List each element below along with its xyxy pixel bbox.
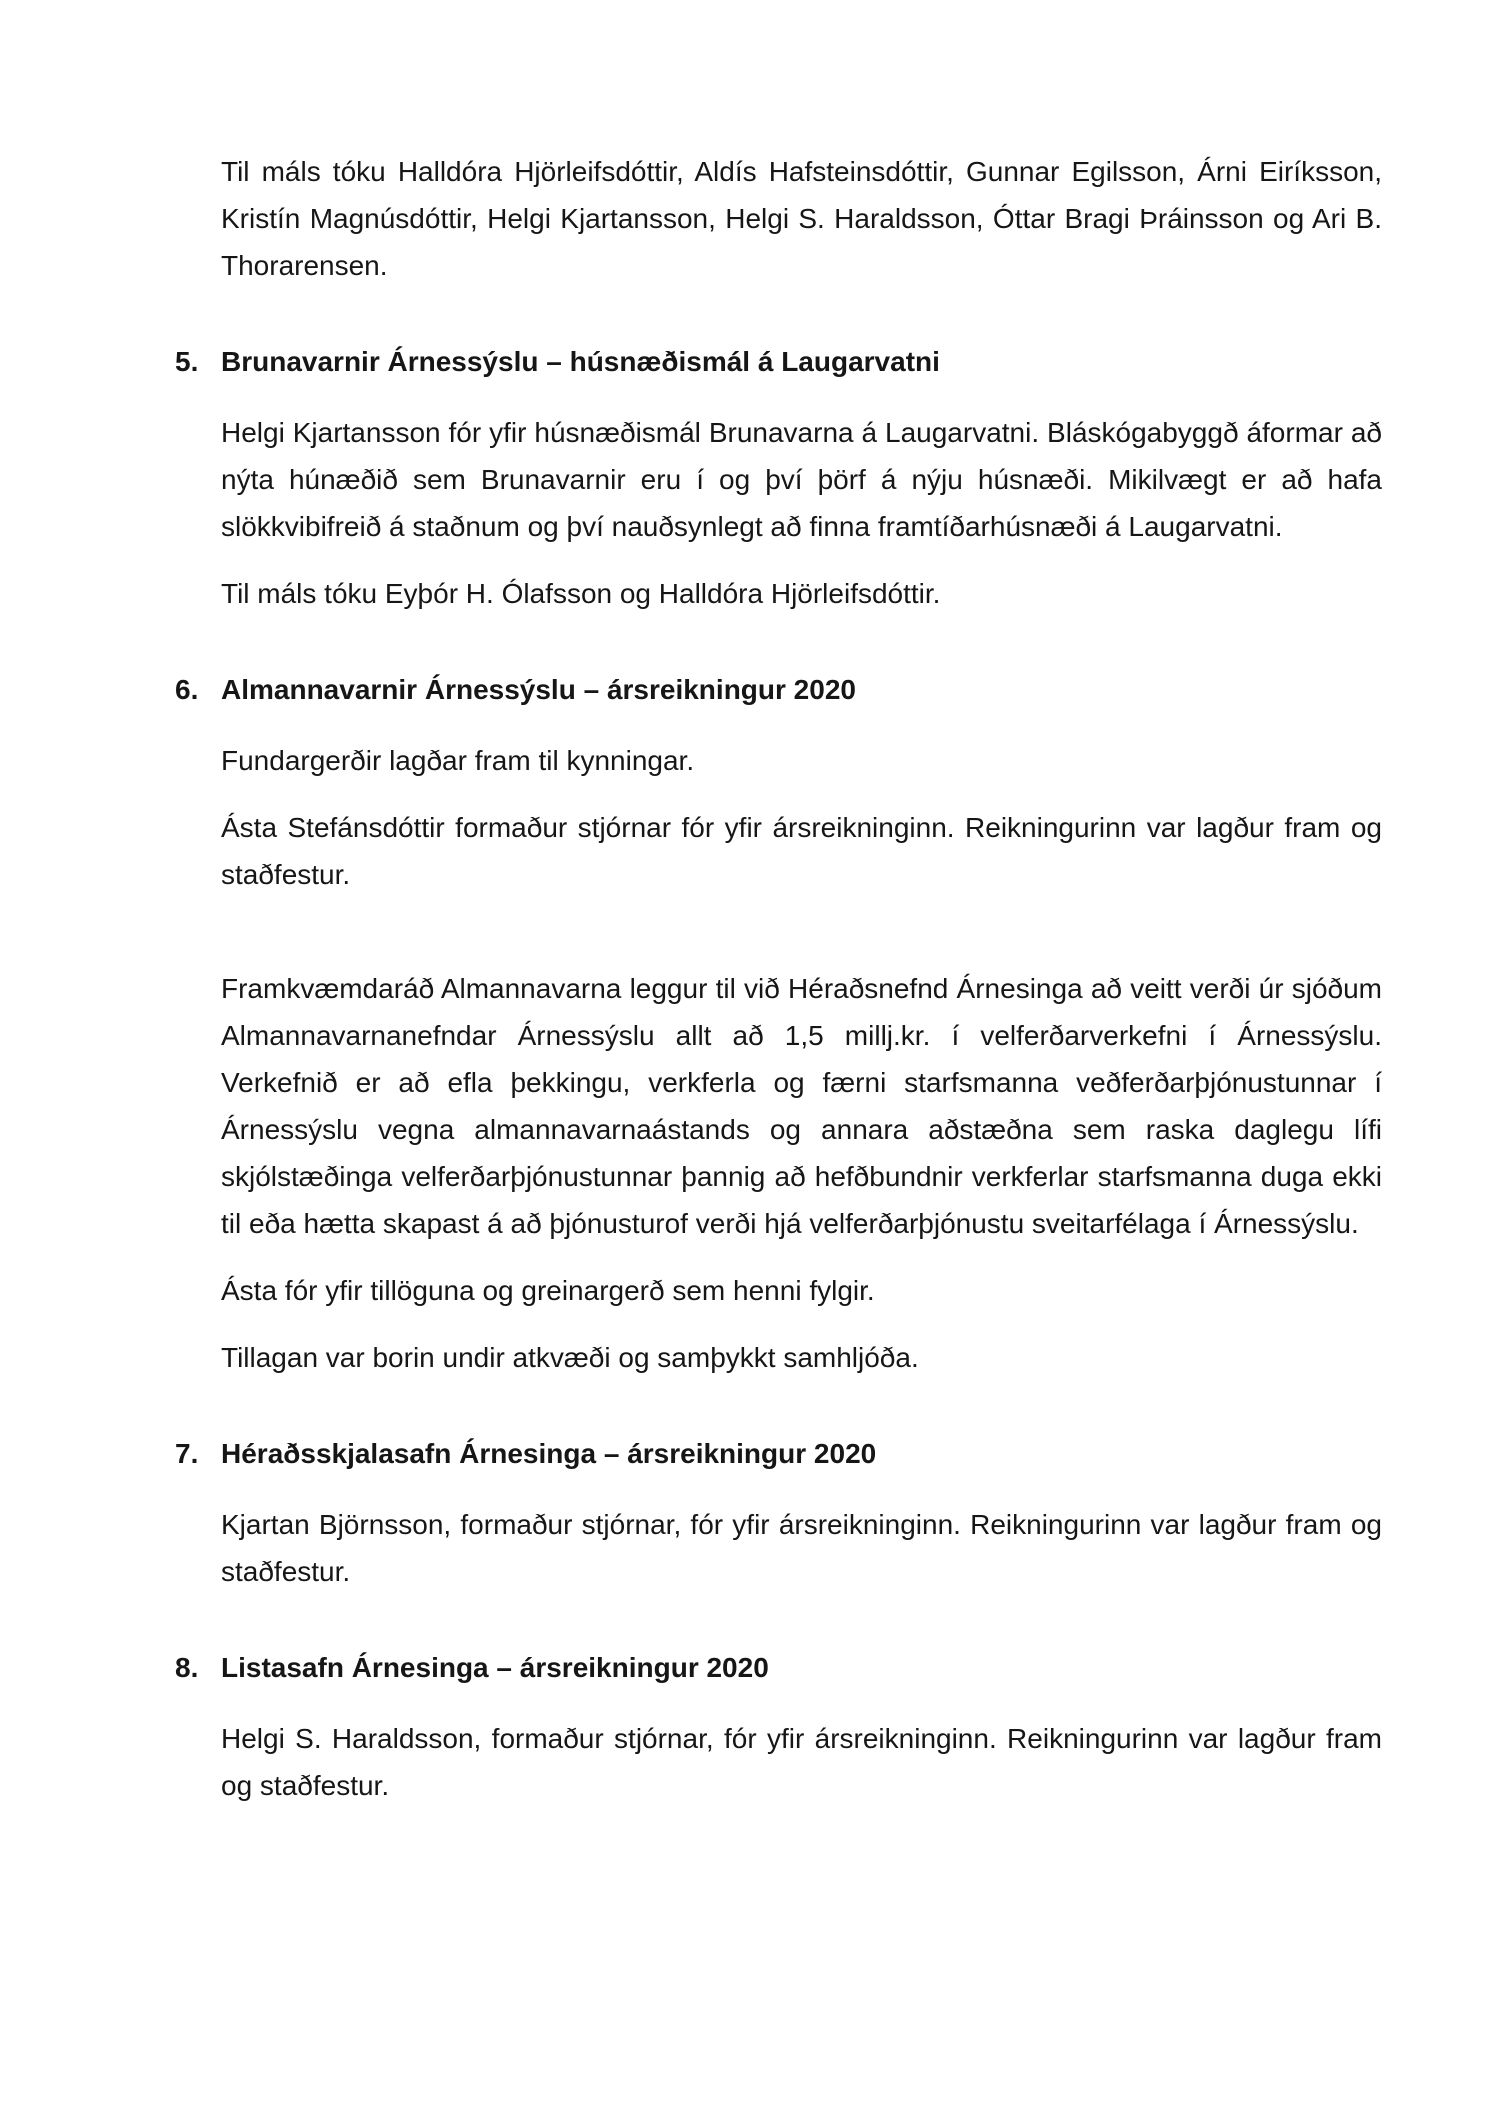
section-number: 7.	[175, 1438, 199, 1469]
section-paragraph: Ásta fór yfir tillöguna og greinargerð sem henni fylgir.	[221, 1275, 875, 1306]
blank-line	[221, 918, 1382, 965]
section-heading	[175, 1647, 1382, 1689]
section-paragraph: Helgi Kjartansson fór yfir húsnæðismál Brunavarna á Laugarvatni. Bláskógabyggð áformar að nýta húnæðið sem Brunavarnir eru í og því þörf á nýju húsnæði. Mikilvægt er að hafa slökkvibifreið á staðnum og því nauðsynlegt að finna framtíðarhúsnæði á Laugarvatni.	[221, 417, 1382, 542]
section-number: 8.	[175, 1652, 199, 1683]
section-heading	[175, 341, 1382, 383]
section-paragraph: Kjartan Björnsson, formaður stjórnar, fór yfir ársreikninginn. Reikningurinn var lagður fram og staðfestur.	[221, 1509, 1382, 1587]
section-paragraph: Til máls tóku Eyþór H. Ólafsson og Halldóra Hjörleifsdóttir.	[221, 578, 941, 609]
intro-paragraph: Til máls tóku Halldóra Hjörleifsdóttir, Aldís Hafsteinsdóttir, Gunnar Egilsson, Árni Eiríksson, Kristín Magnúsdóttir, Helgi Kjartansson, Helgi S. Haraldsson, Óttar Bragi Þráinsson og Ari B. Thorarensen.	[221, 156, 1382, 281]
section-title: Brunavarnir Árnessýslu – húsnæðismál á Laugarvatni	[221, 346, 940, 377]
sections-container	[175, 341, 1382, 1809]
section-heading	[175, 669, 1382, 711]
section-heading	[175, 1433, 1382, 1475]
section-number: 6.	[175, 674, 199, 705]
section-title: Almannavarnir Árnessýslu – ársreikningur 2020	[221, 674, 856, 705]
section-title: Héraðsskjalasafn Árnesinga – ársreikningur 2020	[221, 1438, 877, 1469]
section	[175, 669, 1382, 1381]
section	[175, 341, 1382, 617]
section	[175, 1433, 1382, 1595]
section	[175, 1647, 1382, 1809]
section-title: Listasafn Árnesinga – ársreikningur 2020	[221, 1652, 769, 1683]
section-paragraph: Fundargerðir lagðar fram til kynningar.	[221, 745, 695, 776]
section-paragraph: Framkvæmdaráð Almannavarna leggur til við Héraðsnefnd Árnesinga að veitt verði úr sjóðum Almannavarnanefndar Árnessýslu allt að 1,5 millj.kr. í velferðarverkefni í Árnessýslu. Verkefnið er að efla þekkingu, verkferla og færni starfsmanna veðferðarþjónustunnar í Árnessýslu vegna almannavarnaástands og annara aðstæðna sem raska daglegu lífi skjólstæðinga velferðarþjónustunnar þannig að hefðbundnir verkferlar starfsmanna duga ekki til eða hætta skapast á að þjónusturof verði hjá velferðarþjónustu sveitarfélaga í Árnessýslu.	[221, 973, 1382, 1239]
section-number: 5.	[175, 346, 199, 377]
section-paragraph: Ásta Stefánsdóttir formaður stjórnar fór yfir ársreikninginn. Reikningurinn var lagður fram og staðfestur.	[221, 812, 1382, 890]
section-paragraph: Tillagan var borin undir atkvæði og samþykkt samhljóða.	[221, 1342, 919, 1373]
section-paragraph: Helgi S. Haraldsson, formaður stjórnar, fór yfir ársreikninginn. Reikningurinn var lagður fram og staðfestur.	[221, 1723, 1382, 1801]
